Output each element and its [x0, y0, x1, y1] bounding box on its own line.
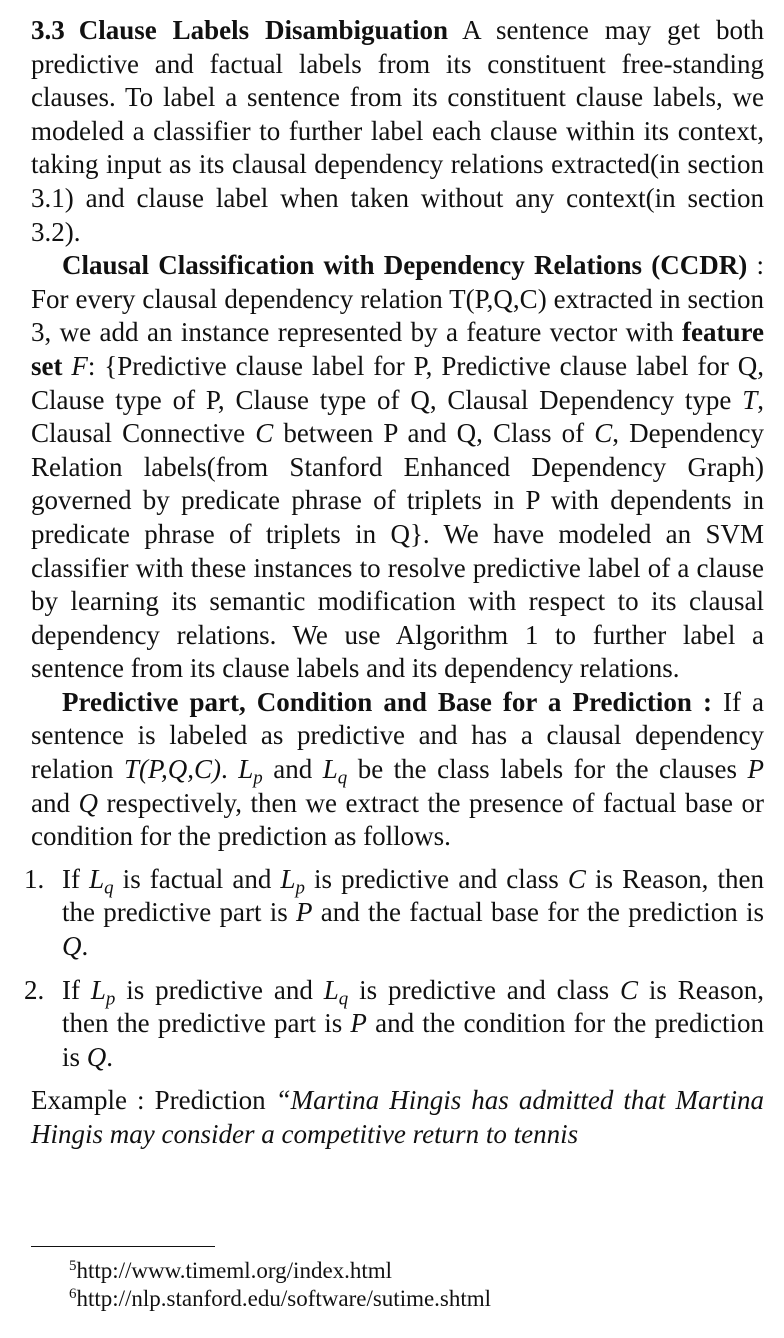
class-var: C — [594, 418, 613, 449]
predictive-text: and — [31, 787, 79, 818]
p-var: P — [296, 897, 313, 928]
list-text: . — [106, 1041, 114, 1072]
example-paragraph — [31, 1084, 764, 1151]
label-symbol: L — [89, 863, 105, 894]
text-column — [24, 14, 765, 1152]
list-text: is Reason, then the predictive part is — [62, 974, 764, 1039]
list-text: is factual and — [113, 863, 281, 894]
footnote — [31, 1257, 764, 1285]
list-number: 1. — [24, 863, 45, 894]
section-number: 3.3 — [31, 15, 65, 45]
predictive-text: If a sentence is labeled as predictive and has a clausal dependency relation — [31, 686, 764, 785]
footnote — [31, 1285, 764, 1313]
section-title: Clause Labels Disambiguation — [78, 15, 449, 45]
rule-list — [24, 863, 764, 1075]
feature-set-var: F — [71, 350, 88, 381]
relation-formula: T(P,Q,C) — [123, 754, 221, 785]
label-subscript: p — [295, 877, 305, 899]
list-number: 2. — [24, 974, 45, 1005]
label-symbol: L — [90, 974, 106, 1005]
lq-symbol: L — [322, 754, 338, 785]
q-var: Q — [78, 787, 99, 818]
section-intro: A sentence may get both predictive and factual labels from its constituent free-standing clauses. To label a sentence from its constituent clause labels, we modeled a classifier to further label each clause within its context, taking input as its clausal dependency relations extracted(in section 3.1) and clause label when taken without any context(in section 3.2). — [31, 15, 764, 247]
q-var: Q — [62, 931, 82, 962]
feature-set-term: feature set — [31, 317, 764, 381]
predictive-text: . — [221, 754, 239, 785]
list-text: is predictive and — [115, 974, 324, 1005]
footnote-mark: 5 — [69, 1257, 77, 1274]
lp-symbol: L — [238, 754, 254, 785]
predictive-paragraph — [31, 686, 764, 854]
class-var: C — [620, 974, 639, 1005]
footnote-rule — [31, 1246, 215, 1247]
dep-type-var: T — [742, 384, 758, 415]
p-var: P — [747, 754, 765, 785]
list-text: and the factual base for the prediction is — [312, 897, 764, 928]
predictive-heading: Predictive part, Condition and Base for a Prediction : — [62, 686, 712, 717]
ccdr-paragraph — [31, 249, 764, 686]
p-var: P — [350, 1008, 367, 1039]
label-subscript: q — [338, 987, 349, 1009]
list-text: . — [81, 931, 89, 962]
footnote-url: http://www.timeml.org/index.html — [76, 1258, 393, 1283]
list-text: If — [62, 974, 91, 1005]
ccdr-text: : For every clausal dependency relation T(P,Q,C) extracted in section 3, we add an instance represented by a feature vector with — [31, 250, 764, 348]
list-text: is Reason, then the predictive part is — [62, 863, 764, 928]
ccdr-text: between P and Q, Class of — [273, 418, 595, 449]
q-var: Q — [86, 1041, 107, 1072]
list-text: and the condition for the prediction is — [62, 1008, 764, 1072]
label-symbol: L — [323, 974, 339, 1005]
example-label: Example : Prediction — [31, 1085, 276, 1116]
footnotes — [31, 1246, 764, 1313]
connective-var: C — [255, 418, 274, 449]
predictive-text: and — [262, 754, 323, 785]
footnote-url: http://nlp.stanford.edu/software/sutime.shtml — [76, 1286, 492, 1311]
footnote-mark: 6 — [69, 1285, 77, 1302]
list-text: is predictive and class — [348, 974, 620, 1005]
label-subscript: p — [105, 987, 116, 1009]
lq-subscript: q — [337, 767, 348, 789]
predictive-text: be the class labels for the clauses — [347, 754, 748, 785]
list-item — [24, 974, 764, 1075]
example-quote: “Martina Hingis has admitted that Martina Hingis may consider a competitive return to tennis — [31, 1085, 764, 1149]
list-item — [24, 863, 764, 964]
section-paragraph — [31, 14, 764, 249]
list-text: is predictive and class — [304, 863, 568, 894]
ccdr-text: , Dependency Relation labels(from Stanford Enhanced Dependency Graph) governed by predicate phrase of triplets in P with dependents in predicate phrase of triplets in Q}. We have modeled an SVM classifier with these instances to resolve predictive label of a clause by learning its semantic modification with respect to its clausal dependency relations. We use Algorithm 1 to further label a sentence from its clause labels and its dependency relations. — [31, 418, 765, 684]
label-symbol: L — [280, 863, 296, 894]
predictive-text: respectively, then we extract the presence of factual base or condition for the prediction as follows. — [31, 787, 764, 852]
label-subscript: q — [104, 877, 114, 899]
ccdr-heading: Clausal Classification with Dependency Relations (CCDR) — [62, 250, 748, 281]
list-text: If — [62, 863, 90, 894]
class-var: C — [567, 863, 586, 894]
lp-subscript: p — [253, 767, 263, 789]
ccdr-text: , Clausal Connective — [31, 384, 764, 449]
ccdr-text: : {Predictive clause label for P, Predictive clause label for Q, Clause type of P, Clause type of Q, Clausal Dependency type — [31, 350, 764, 415]
